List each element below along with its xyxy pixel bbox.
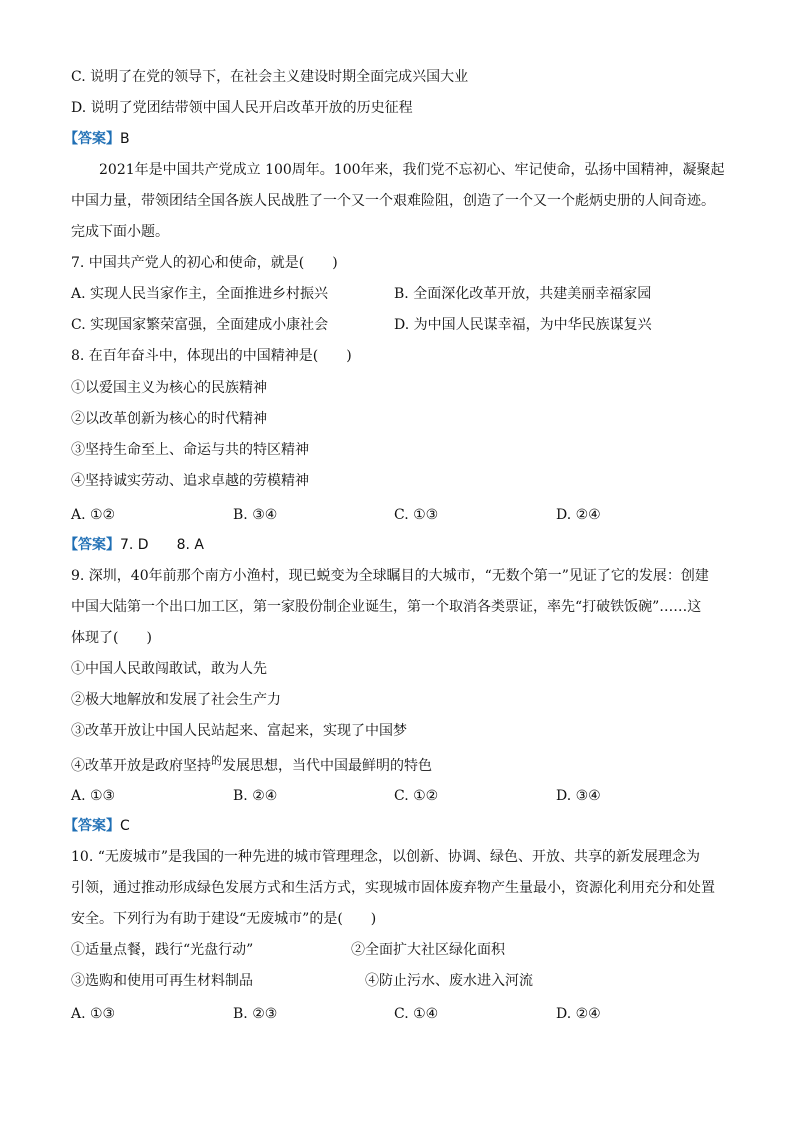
q9-item-4-sup: 的 (211, 754, 222, 767)
passage-line-2: 中国力量，带领团结全国各族人民战胜了一个又一个艰难险阻，创造了一个又一个彪炳史册的人间奇迹。 (71, 193, 715, 209)
q9-item-2: ②极大地解放和发展了社会生产力 (71, 692, 281, 708)
q6-option-c: C. 说明了在党的领导下，在社会主义建设时期全面完成兴国大业 (71, 69, 469, 85)
q8-stem: 8. 在百年奋斗中，体现出的中国精神是( ) (71, 348, 352, 364)
q9-item-4-after: 发展思想，当代中国最鲜明的特色 (222, 758, 432, 774)
q8-item-3: ③坚持生命至上、命运与共的特区精神 (71, 442, 309, 458)
q9-option-b: B. ②④ (233, 788, 278, 804)
q6-answer (64, 129, 130, 149)
q7-q8-answer (64, 535, 204, 555)
q8-option-a: A. ①② (71, 507, 116, 523)
q9-stem-line-2: 中国大陆第一个出口加工区，第一家股份制企业诞生，第一个取消各类票证，率先“打破铁饭碗”……这 (71, 599, 702, 615)
answer-value: C (120, 818, 130, 834)
q9-item-4 (71, 756, 432, 777)
q8-item-4: ④坚持诚实劳动、追求卓越的劳模精神 (71, 473, 309, 489)
answer-tag: 【答案】 (64, 818, 120, 834)
answer-value: B (120, 131, 130, 147)
q8-option-d: D. ②④ (556, 507, 601, 523)
q10-option-d: D. ②④ (556, 1006, 601, 1022)
q7-option-a: A. 实现人民当家作主，全面推进乡村振兴 (71, 286, 329, 302)
answer-value: 7. D 8. A (120, 537, 204, 553)
q10-item-4: ④防止污水、废水进入河流 (365, 973, 533, 989)
q10-item-2: ②全面扩大社区绿化面积 (351, 942, 505, 958)
q9-item-1: ①中国人民敢闯敢试，敢为人先 (71, 661, 267, 677)
q9-option-a: A. ①③ (71, 788, 116, 804)
passage-line-3: 完成下面小题。 (71, 224, 169, 240)
q8-option-b: B. ③④ (233, 507, 278, 523)
q8-item-2: ②以改革创新为核心的时代精神 (71, 411, 267, 427)
passage-line-1: 2021年是中国共产党成立 100周年。100年来，我们党不忘初心、牢记使命，弘扬中国精神，凝聚起 (99, 162, 725, 178)
answer-tag: 【答案】 (64, 537, 120, 553)
q7-option-b: B. 全面深化改革开放，共建美丽幸福家园 (394, 286, 652, 302)
q8-item-1: ①以爱国主义为核心的民族精神 (71, 380, 267, 396)
q10-option-a: A. ①③ (71, 1006, 116, 1022)
q10-stem-line-1: 10. “无废城市”是我国的一种先进的城市管理理念，以创新、协调、绿色、开放、共享的新发展理念为 (71, 849, 701, 865)
q7-option-c: C. 实现国家繁荣富强，全面建成小康社会 (71, 317, 329, 333)
q10-stem-line-2: 引领，通过推动形成绿色发展方式和生活方式，实现城市固体废弃物产生量最小，资源化利用充分和处置 (71, 880, 715, 896)
q6-option-d: D. 说明了党团结带领中国人民开启改革开放的历史征程 (71, 100, 413, 116)
q7-option-d: D. 为中国人民谋幸福，为中华民族谋复兴 (394, 317, 652, 333)
q9-item-3: ③改革开放让中国人民站起来、富起来，实现了中国梦 (71, 723, 407, 739)
q7-stem: 7. 中国共产党人的初心和使命，就是( ) (71, 255, 338, 271)
q9-stem-line-3: 体现了( ) (71, 630, 152, 646)
q10-item-1: ①适量点餐，践行“光盘行动” (71, 942, 254, 958)
q9-option-c: C. ①② (394, 788, 439, 804)
q8-option-c: C. ①③ (394, 507, 439, 523)
q10-option-b: B. ②③ (233, 1006, 278, 1022)
answer-tag: 【答案】 (64, 131, 120, 147)
q9-item-4-before: ④改革开放是政府坚持 (71, 758, 211, 774)
q10-stem-line-3: 安全。下列行为有助于建设“无废城市”的是( ) (71, 911, 377, 927)
q9-option-d: D. ③④ (556, 788, 601, 804)
q9-stem-line-1: 9. 深圳，40年前那个南方小渔村，现已蜕变为全球瞩目的大城市，“无数个第一”见证了它的发展：创建 (71, 568, 709, 584)
q10-item-3: ③选购和使用可再生材料制品 (71, 973, 253, 989)
q9-answer (64, 816, 130, 836)
q10-option-c: C. ①④ (394, 1006, 439, 1022)
